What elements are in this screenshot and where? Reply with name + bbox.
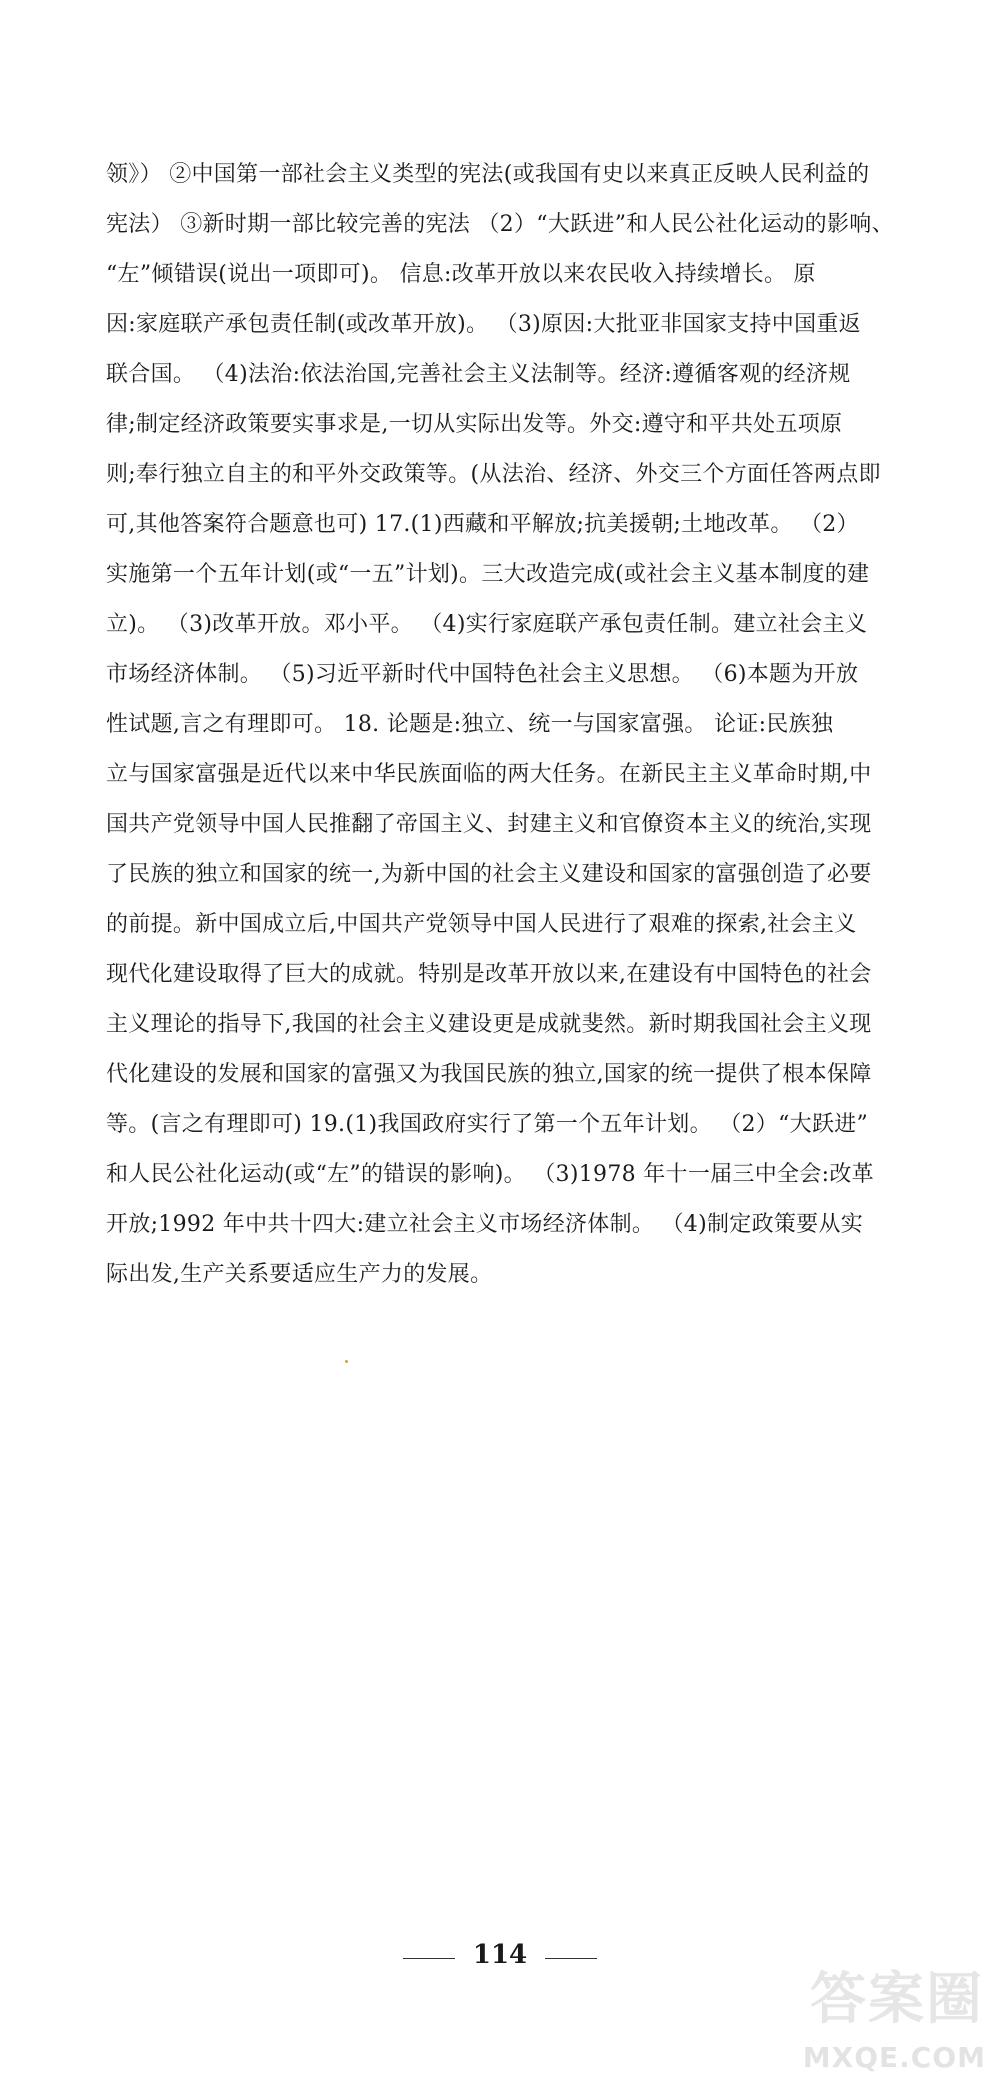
text-line: “左”倾错误(说出一项即可)。 信息:改革开放以来农民收入持续增长。 原 — [106, 262, 816, 287]
ink-speck — [345, 1360, 348, 1363]
text-line: 立与国家富强是近代以来中华民族面临的两大任务。在新民主主义革命时期,中 — [106, 762, 872, 787]
text-line: 则;奉行独立自主的和平外交政策等。(从法治、经济、外交三个方面任答两点即 — [106, 462, 881, 487]
text-line: 宪法） ③新时期一部比较完善的宪法 （2）“大跃进”和人民公社化运动的影响、 — [106, 212, 894, 237]
text-line: 开放;1992 年中共十四大:建立社会主义市场经济体制。 （4)制定政策要从实 — [106, 1212, 864, 1237]
page-number: 114 — [472, 1940, 528, 1970]
text-line: 际出发,生产关系要适应生产力的发展。 — [106, 1262, 493, 1287]
text-line: 可,其他答案符合题意也可) 17.(1)西藏和平解放;抗美援朝;土地改革。 （2） — [106, 512, 859, 537]
text-line: 领》） ②中国第一部社会主义类型的宪法(或我国有史以来真正反映人民利益的 — [106, 162, 870, 187]
text-line: 和人民公社化运动(或“左”的错误的影响)。 （3)1978 年十一届三中全会:改革 — [106, 1162, 874, 1187]
footer-dash-left — [403, 1958, 455, 1959]
watermark-title: 答案圈 — [810, 1967, 984, 2032]
text-line: 代化建设的发展和国家的富强又为我国民族的独立,国家的统一提供了根本保障 — [106, 1062, 872, 1087]
text-line: 实施第一个五年计划(或“一五”计划)。三大改造完成(或社会主义基本制度的建 — [106, 562, 870, 587]
text-line: 联合国。 （4)法治:依法治国,完善社会主义法制等。经济:遵循客观的经济规 — [106, 362, 851, 387]
text-line: 现代化建设取得了巨大的成就。特别是改革开放以来,在建设有中国特色的社会 — [106, 962, 872, 987]
text-line: 主义理论的指导下,我国的社会主义建设更是成就斐然。新时期我国社会主义现 — [106, 1012, 872, 1037]
text-line: 的前提。新中国成立后,中国共产党领导中国人民进行了艰难的探索,社会主义 — [106, 912, 857, 937]
text-line: 等。(言之有理即可) 19.(1)我国政府实行了第一个五年计划。 （2）“大跃进” — [106, 1112, 869, 1137]
watermark-url: MXQE.COM — [802, 2041, 986, 2074]
watermark-logo — [764, 1968, 994, 2078]
text-line: 律;制定经济政策要实事求是,一切从实际出发等。外交:遵守和平共处五项原 — [106, 412, 843, 437]
text-line: 了民族的独立和国家的统一,为新中国的社会主义建设和国家的富强创造了必要 — [106, 862, 872, 887]
footer-dash-right — [545, 1958, 597, 1959]
text-line: 国共产党领导中国人民推翻了帝国主义、封建主义和官僚资本主义的统治,实现 — [106, 812, 872, 837]
text-line: 因:家庭联产承包责任制(或改革开放)。 （3)原因:大批亚非国家支持中国重返 — [106, 312, 861, 337]
text-line: 性试题,言之有理即可。 18. 论题是:独立、统一与国家富强。 论证:民族独 — [106, 712, 834, 737]
text-line: 立)。 （3)改革开放。邓小平。 （4)实行家庭联产承包责任制。建立社会主义 — [106, 612, 868, 637]
text-line: 市场经济体制。 （5)习近平新时代中国特色社会主义思想。 （6)本题为开放 — [106, 662, 859, 687]
answer-text-block — [106, 150, 906, 1300]
